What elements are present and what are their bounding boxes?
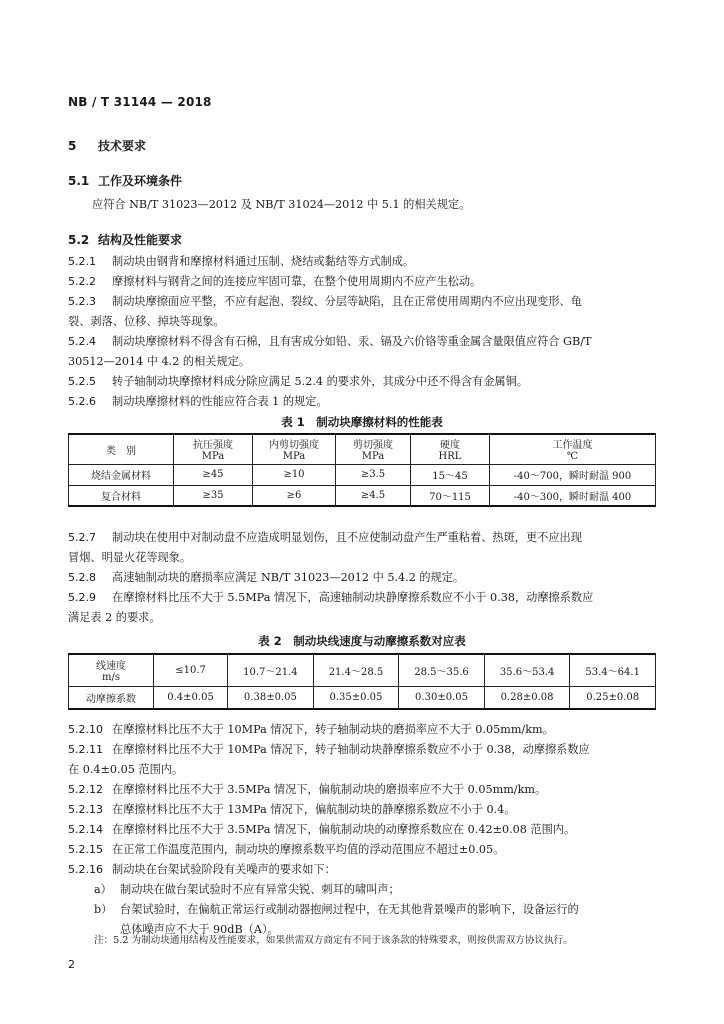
- clause-5-2-4: [68, 332, 656, 372]
- section-number: 5: [68, 139, 77, 153]
- clause-text: 高速轴制动块的磨损率应满足 NB/T 31023—2012 中 5.4.2 的规定。: [112, 571, 465, 584]
- row-label-cell: 线速度 m/s: [69, 654, 154, 686]
- list-label: a）: [94, 883, 112, 896]
- clause-number: 5.2.9: [68, 591, 96, 604]
- table-row: [69, 485, 656, 506]
- section-5-heading: [68, 137, 146, 154]
- table-1-caption: 表 1 制动块摩擦材料的性能表: [281, 415, 443, 429]
- clause-5-2-16: [68, 860, 656, 880]
- clause-text: 摩擦材料与钢背之间的连接应牢固可靠，在整个使用周期内不应产生松动。: [112, 275, 482, 288]
- clause-number: 5.2.16: [68, 863, 103, 876]
- table-cell: 0.38±0.05: [228, 686, 314, 709]
- section-5-1-heading: [68, 172, 182, 189]
- clause-5-2-9: [68, 588, 656, 628]
- table-row: [69, 654, 656, 686]
- clause-text: 在摩擦材料比压不大于 10MPa 情况下，转子轴制动块的磨损率应不大于 0.05mm/km。: [112, 723, 554, 736]
- clause-5-2-13: [68, 800, 656, 820]
- table-cell: 复合材料: [69, 485, 174, 506]
- table-2: [68, 653, 656, 710]
- clause-text: 制动块在台架试验阶段有关噪声的要求如下：: [112, 863, 336, 876]
- table-cell: 28.5～35.6: [399, 654, 485, 686]
- clause-5-2-10: [68, 720, 656, 740]
- table-2-caption: 表 2 制动块线速度与动摩擦系数对应表: [258, 634, 466, 648]
- table-cell: -40～300，瞬时耐温 400: [490, 485, 656, 506]
- clause-text: 制动块摩擦材料不得含有石棉，且有害成分如铅、汞、镉及六价铬等重金属含量限值应符合 GB/T: [112, 335, 592, 348]
- table-cell: ≥10: [253, 464, 336, 485]
- list-text: 台架试验时，在偏航正常运行或制动器抱闸过程中，在无其他背景噪声的影响下，设备运行的 总体噪声应不大于 90dB（A）。: [120, 903, 579, 936]
- table-cell: 15～45: [411, 464, 490, 485]
- note: 注：5.2 为制动块通用结构及性能要求，如果供需双方商定有不同于该条款的特殊要求，则按供需双方协议执行。: [94, 935, 573, 946]
- clause-text: 在摩擦材料比压不大于 3.5MPa 情况下，偏航制动块的磨损率应不大于 0.05mm/km。: [112, 783, 547, 796]
- clause-5-2-1: [68, 252, 656, 272]
- row-label-cell: 动摩擦系数: [69, 686, 154, 709]
- table-cell: 35.6～53.4: [484, 654, 570, 686]
- table-cell: 0.4±0.05: [154, 686, 228, 709]
- table-cell: 烧结金属材料: [69, 464, 174, 485]
- clause-number: 5.2.11: [68, 743, 103, 756]
- section-number: 5.2: [68, 233, 90, 247]
- clause-5-2-6: [68, 392, 656, 412]
- clause-5-2-3: [68, 292, 656, 332]
- clause-number: 5.2.4: [68, 335, 96, 348]
- clause-text-continued: 30512—2014 中 4.2 的相关规定。: [68, 355, 251, 368]
- section-title: 技术要求: [98, 139, 147, 153]
- table-cell: ≥4.5: [336, 485, 411, 506]
- header-cell: 剪切强度 MPa: [336, 434, 411, 464]
- section-title: 结构及性能要求: [98, 233, 183, 247]
- clause-5-2-5: [68, 372, 656, 392]
- table-cell: 21.4～28.5: [313, 654, 399, 686]
- table-cell: ≤10.7: [154, 654, 228, 686]
- table-cell: 0.35±0.05: [313, 686, 399, 709]
- section-5-1-text: 应符合 NB/T 31023—2012 及 NB/T 31024—2012 中 5.1 的相关规定。: [92, 198, 471, 211]
- header-cell: 类 别: [69, 434, 174, 464]
- list-item-a: [94, 880, 654, 900]
- clause-text: 在摩擦材料比压不大于 5.5MPa 情况下，高速轴制动块静摩擦系数应不小于 0.38，动摩擦系数应: [112, 591, 594, 604]
- clause-text: 制动块摩擦材料的性能应符合表 1 的规定。: [112, 395, 328, 408]
- table-cell: 10.7～21.4: [228, 654, 314, 686]
- clause-5-2-7: [68, 528, 656, 568]
- table-cell: 53.4～64.1: [570, 654, 656, 686]
- clause-number: 5.2.13: [68, 803, 103, 816]
- table-cell: 0.30±0.05: [399, 686, 485, 709]
- clause-text: 制动块摩擦面应平整，不应有起泡、裂纹、分层等缺陷，且在正常使用周期内不应出现变形、龟: [112, 295, 582, 308]
- table-cell: ≥6: [253, 485, 336, 506]
- clause-text-continued: 冒烟、明显火花等现象。: [68, 551, 192, 564]
- clause-number: 5.2.14: [68, 823, 103, 836]
- table-header-row: [69, 434, 656, 464]
- clause-5-2-15: [68, 840, 656, 860]
- clause-number: 5.2.7: [68, 531, 96, 544]
- header-cell: 抗压强度 MPa: [174, 434, 253, 464]
- list-text: 制动块在做台架试验时不应有异常尖锐、刺耳的啸叫声；: [120, 883, 400, 896]
- section-5-2-heading: [68, 231, 182, 248]
- clause-number: 5.2.12: [68, 783, 103, 796]
- section-title: 工作及环境条件: [98, 174, 183, 188]
- header-cell: 硬度 HRL: [411, 434, 490, 464]
- table-cell: 0.28±0.08: [484, 686, 570, 709]
- clause-text: 在正常工作温度范围内，制动块的摩擦系数平均值的浮动范围应不超过±0.05。: [112, 843, 505, 856]
- clause-text-continued: 裂、剥落、位移、掉块等现象。: [68, 315, 225, 328]
- clause-text-continued: 满足表 2 的要求。: [68, 611, 161, 624]
- page-number: 2: [68, 958, 75, 971]
- list-label: b）: [94, 903, 113, 916]
- clause-number: 5.2.8: [68, 571, 96, 584]
- clause-5-2-2: [68, 272, 656, 292]
- clause-number: 5.2.2: [68, 275, 96, 288]
- clause-text: 制动块在使用中对制动盘不应造成明显划伤，且不应使制动盘产生严重粘着、热斑，更不应出现: [112, 531, 582, 544]
- table-cell: ≥3.5: [336, 464, 411, 485]
- clause-5-2-8: [68, 568, 656, 588]
- table-cell: 70～115: [411, 485, 490, 506]
- table-row: [69, 464, 656, 485]
- table-1: [68, 433, 656, 507]
- header-cell: 工作温度 ℃: [490, 434, 656, 464]
- clause-text: 在摩擦材料比压不大于 13MPa 情况下，偏航制动块的静摩擦系数应不小于 0.4。: [112, 803, 516, 816]
- clause-number: 5.2.15: [68, 843, 103, 856]
- table-row: [69, 686, 656, 709]
- clause-text: 转子轴制动块摩擦材料成分除应满足 5.2.4 的要求外，其成分中还不得含有金属铜。: [112, 375, 528, 388]
- clause-number: 5.2.3: [68, 295, 96, 308]
- clause-text: 在摩擦材料比压不大于 3.5MPa 情况下，偏航制动块的动摩擦系数应在 0.42±0.08 范围内。: [112, 823, 576, 836]
- clause-5-2-12: [68, 780, 656, 800]
- table-cell: -40～700，瞬时耐温 900: [490, 464, 656, 485]
- clause-text: 在摩擦材料比压不大于 10MPa 情况下，转子轴制动块静摩擦系数应不小于 0.38，动摩擦系数应: [112, 743, 590, 756]
- document-code: NB / T 31144 — 2018: [68, 95, 212, 109]
- clause-number: 5.2.5: [68, 375, 96, 388]
- clause-5-2-11: [68, 740, 656, 780]
- clause-number: 5.2.1: [68, 255, 96, 268]
- clause-number: 5.2.6: [68, 395, 96, 408]
- section-number: 5.1: [68, 174, 90, 188]
- clause-number: 5.2.10: [68, 723, 103, 736]
- table-cell: ≥45: [174, 464, 253, 485]
- table-cell: ≥35: [174, 485, 253, 506]
- clause-text-continued: 在 0.4±0.05 范围内。: [68, 763, 184, 776]
- clause-text: 制动块由钢背和摩擦材料通过压制、烧结或黏结等方式制成。: [112, 255, 415, 268]
- header-cell: 内剪切强度 MPa: [253, 434, 336, 464]
- clause-5-2-14: [68, 820, 656, 840]
- table-cell: 0.25±0.08: [570, 686, 656, 709]
